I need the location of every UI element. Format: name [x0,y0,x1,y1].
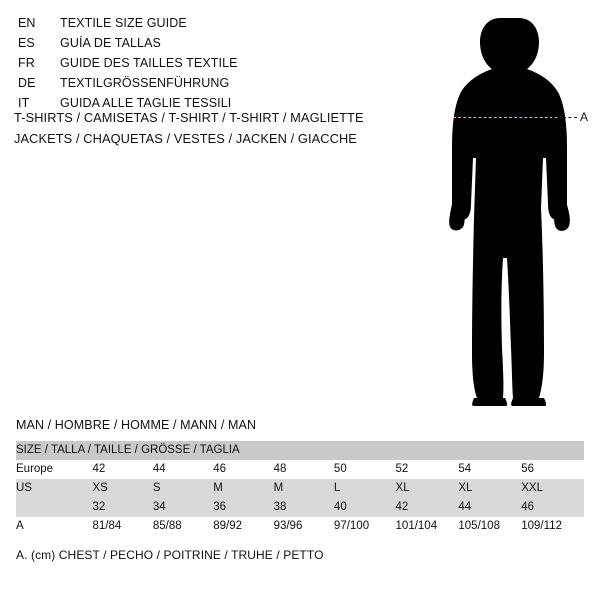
cell: 42 [92,463,106,475]
measurement-label-a: A [580,110,589,124]
cell: XXL [521,482,543,494]
table-title: MAN / HOMBRE / HOMME / MANN / MAN [16,418,257,432]
category-list [14,110,434,152]
cell: 48 [273,463,287,475]
cell: XL [395,482,410,494]
language-code: IT [18,96,30,110]
cell: XS [92,482,108,494]
size-table [16,441,584,536]
cell: 85/88 [152,520,182,532]
table-row [16,498,584,517]
language-row [18,76,398,96]
row-label: A [16,520,24,532]
table-header-row [16,441,584,460]
language-code: FR [18,56,35,70]
cell: M [213,482,223,494]
chest-measurement-line [453,117,558,118]
cell: 34 [152,501,166,513]
cell: 105/108 [458,520,500,532]
cell: 44 [152,463,166,475]
cell: 52 [395,463,409,475]
cell: 38 [273,501,287,513]
language-text: GUÍA DE TALLAS [60,36,161,50]
language-text: TEXTILE SIZE GUIDE [60,16,187,30]
language-row [18,16,398,36]
language-row [18,36,398,56]
cell: 89/92 [213,520,242,532]
cell: 40 [333,501,347,513]
cell: XL [458,482,473,494]
footnote: A. (cm) CHEST / PECHO / POITRINE / TRUHE / PETTO [16,548,324,562]
language-code: DE [18,76,36,90]
cell: 56 [521,463,535,475]
cell: 97/100 [333,520,370,532]
table-row [16,479,584,498]
language-code: ES [18,36,35,50]
language-row [18,56,398,76]
cell: L [333,482,341,494]
language-text: TEXTILGRÖSSENFÜHRUNG [60,76,230,90]
language-code: EN [18,16,36,30]
category-tshirts: T-SHIRTS / CAMISETAS / T-SHIRT / T-SHIRT / MAGLIETTE [14,110,364,125]
cell: 109/112 [521,520,562,532]
measurement-leader-line [552,117,577,118]
row-label: US [16,482,32,494]
language-list [18,16,398,116]
cell: 81/84 [92,520,122,532]
man-silhouette-figure [400,8,600,408]
table-header-label: SIZE / TALLA / TAILLE / GRÖSSE / TAGLIA [16,444,240,456]
cell: 36 [213,501,226,513]
cell: 50 [333,463,347,475]
table-row [16,517,584,536]
cell: 42 [395,501,409,513]
table-row [16,460,584,479]
language-text: GUIDE DES TAILLES TEXTILE [60,56,238,70]
row-label [16,498,92,517]
cell: 54 [458,463,472,475]
language-text: GUIDA ALLE TAGLIE TESSILI [60,96,232,110]
cell: 44 [458,501,472,513]
silhouette-icon [400,8,600,408]
cell: 46 [521,501,535,513]
cell: 93/96 [273,520,303,532]
category-jackets: JACKETS / CHAQUETAS / VESTES / JACKEN / GIACCHE [14,131,357,146]
cell: M [273,482,284,494]
cell: 32 [92,501,106,513]
row-label: Europe [16,463,54,475]
cell: 101/104 [395,520,438,532]
cell: 46 [213,463,226,475]
cell: S [152,482,161,494]
